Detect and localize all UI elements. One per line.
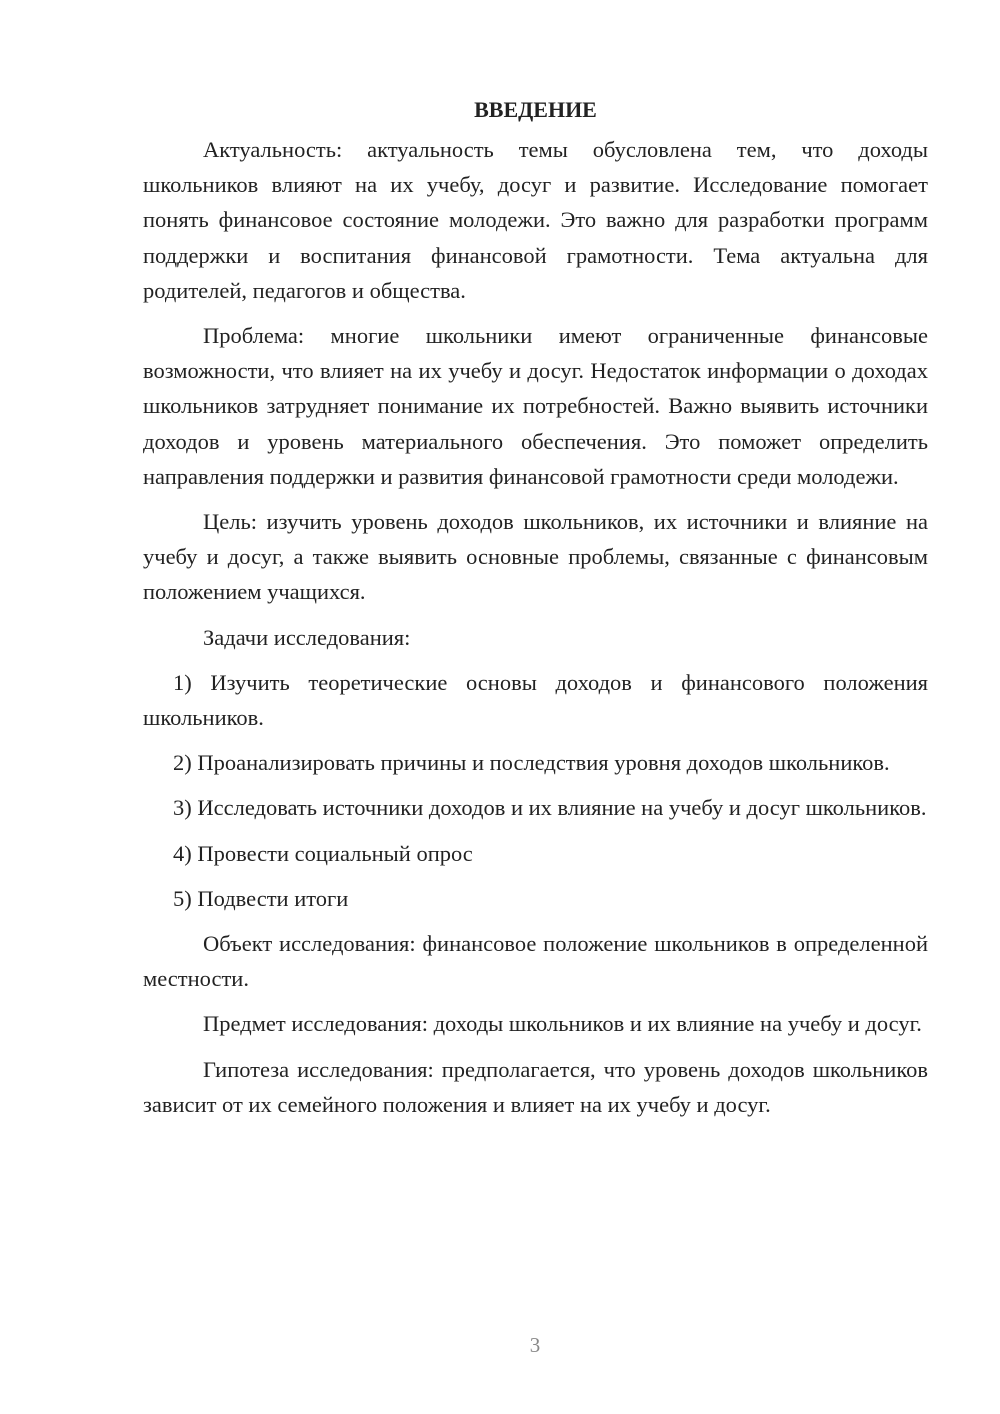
task-item-4: 4) Провести социальный опрос [173, 840, 473, 866]
relevance-paragraph: Актуальность: актуальность темы обусловлена тем, что доходы школьников влияют на их учебу, досуг и развитие. Исследование помогает понять финансовое состояние молодежи. Это важно для разработки программ поддержки и воспитания финансовой грамотности. Тема актуальна для родителей, педагогов и общества. [143, 137, 928, 303]
page-title: ВВЕДЕНИЕ [474, 97, 597, 122]
task-item-2: 2) Проанализировать причины и последствия уровня доходов школьников. [173, 750, 890, 776]
task-item-3: 3) Исследовать источники доходов и их влияние на учебу и досуг школьников. [173, 795, 927, 821]
subject-paragraph: Предмет исследования: доходы школьников и их влияние на учебу и досуг. [203, 1011, 922, 1037]
page-number: 3 [529, 1333, 541, 1357]
task-item-5: 5) Подвести итоги [173, 885, 349, 911]
goal-paragraph: Цель: изучить уровень доходов школьников, их источники и влияние на учебу и досуг, а также выявить основные проблемы, связанные с финансовым положением учащихся. [143, 509, 928, 605]
page-content [143, 92, 928, 1132]
task-item-1: 1) Изучить теоретические основы доходов и финансового положения школьников. [143, 669, 928, 731]
hypothesis-paragraph: Гипотеза исследования: предполагается, что уровень доходов школьников зависит от их семейного положения и влияет на их учебу и досуг. [143, 1056, 928, 1117]
problem-paragraph: Проблема: многие школьники имеют ограниченные финансовые возможности, что влияет на их учебу и досуг. Недостаток информации о доходах школьников затрудняет понимание их потребностей. Важно выявить источники доходов и уровень материального обеспечения. Это поможет определить направления поддержки и развития финансовой грамотности среди молодежи. [143, 323, 928, 489]
object-paragraph: Объект исследования: финансовое положение школьников в определенной местности. [143, 931, 928, 992]
tasks-heading: Задачи исследования: [203, 624, 411, 650]
